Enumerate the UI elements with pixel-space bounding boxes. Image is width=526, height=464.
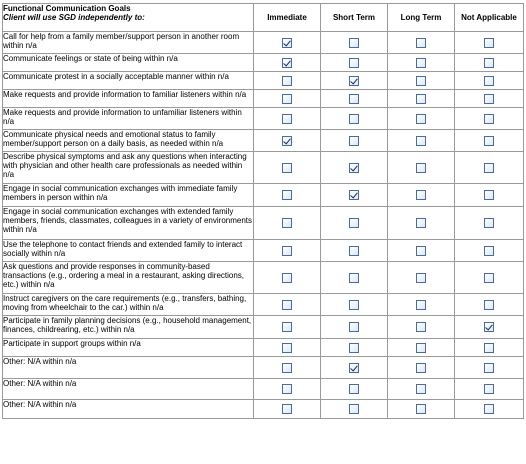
checkbox-cell-not-applicable: [455, 294, 524, 316]
checkbox-cell-short-term: [321, 400, 388, 419]
checkbox-long-term[interactable]: [416, 163, 426, 173]
column-header-short-term: Short Term: [321, 4, 388, 32]
checkbox-long-term[interactable]: [416, 114, 426, 124]
checkbox-short-term[interactable]: [349, 363, 359, 373]
checkbox-cell-not-applicable: [455, 130, 524, 152]
checkbox-long-term[interactable]: [416, 300, 426, 310]
goals-table: [2, 3, 524, 419]
checkbox-immediate[interactable]: [282, 218, 292, 228]
checkbox-cell-immediate: [254, 108, 321, 130]
table-row: [3, 72, 524, 90]
checkbox-short-term[interactable]: [349, 300, 359, 310]
checkbox-not-applicable[interactable]: [484, 38, 494, 48]
goal-text: Describe physical symptoms and ask any questions when interacting with physician and other health care professionals as needed within n/a: [3, 152, 254, 184]
checkbox-cell-short-term: [321, 184, 388, 207]
checkbox-not-applicable[interactable]: [484, 246, 494, 256]
checkbox-not-applicable[interactable]: [484, 136, 494, 146]
checkbox-immediate[interactable]: [282, 136, 292, 146]
checkbox-short-term[interactable]: [349, 38, 359, 48]
table-row: [3, 207, 524, 240]
checkbox-long-term[interactable]: [416, 94, 426, 104]
goal-text: Engage in social communication exchanges with extended family members, friends, classmates, colleagues in a variety of environments within n/a: [3, 207, 254, 240]
goal-text: Communicate physical needs and emotional status to family member/support person on a daily basis, as needed within n/a: [3, 130, 254, 152]
table-row: [3, 90, 524, 108]
checkbox-not-applicable[interactable]: [484, 94, 494, 104]
checkbox-cell-immediate: [254, 262, 321, 294]
table-header-row: [3, 4, 524, 32]
checkbox-short-term[interactable]: [349, 76, 359, 86]
goal-text: Other: N/A within n/a: [3, 400, 254, 419]
checkbox-cell-short-term: [321, 108, 388, 130]
checkbox-cell-long-term: [388, 357, 455, 379]
checkbox-cell-short-term: [321, 32, 388, 54]
checkbox-cell-immediate: [254, 379, 321, 400]
checkbox-cell-not-applicable: [455, 184, 524, 207]
checkbox-cell-long-term: [388, 152, 455, 184]
checkbox-cell-short-term: [321, 207, 388, 240]
checkbox-not-applicable[interactable]: [484, 343, 494, 353]
checkbox-cell-not-applicable: [455, 339, 524, 357]
checkbox-immediate[interactable]: [282, 190, 292, 200]
checkbox-immediate[interactable]: [282, 246, 292, 256]
checkbox-cell-long-term: [388, 316, 455, 339]
table-row: [3, 240, 524, 262]
goal-text: Instruct caregivers on the care requirements (e.g., transfers, bathing, moving from wheelchair to the car.) within n/a: [3, 294, 254, 316]
checkbox-cell-not-applicable: [455, 379, 524, 400]
checkbox-cell-long-term: [388, 339, 455, 357]
goals-header-cell: [3, 4, 254, 32]
table-row: [3, 54, 524, 72]
table-row: [3, 400, 524, 419]
checkbox-cell-not-applicable: [455, 32, 524, 54]
checkbox-immediate[interactable]: [282, 384, 292, 394]
goal-text: Engage in social communication exchanges with immediate family members in person within n/a: [3, 184, 254, 207]
column-header-long-term: Long Term: [388, 4, 455, 32]
checkbox-not-applicable[interactable]: [484, 58, 494, 68]
goal-rows: [3, 32, 524, 419]
checkbox-cell-long-term: [388, 262, 455, 294]
checkbox-not-applicable[interactable]: [484, 384, 494, 394]
table-row: [3, 108, 524, 130]
table-row: [3, 184, 524, 207]
checkbox-immediate[interactable]: [282, 58, 292, 68]
checkbox-short-term[interactable]: [349, 273, 359, 283]
checkbox-long-term[interactable]: [416, 136, 426, 146]
checkbox-cell-not-applicable: [455, 54, 524, 72]
checkbox-cell-immediate: [254, 54, 321, 72]
checkbox-not-applicable[interactable]: [484, 163, 494, 173]
checkbox-cell-long-term: [388, 130, 455, 152]
checkbox-short-term[interactable]: [349, 384, 359, 394]
checkbox-immediate[interactable]: [282, 163, 292, 173]
checkbox-cell-not-applicable: [455, 400, 524, 419]
checkbox-cell-long-term: [388, 32, 455, 54]
goal-text: Make requests and provide information to unfamiliar listeners within n/a: [3, 108, 254, 130]
checkbox-cell-immediate: [254, 152, 321, 184]
goal-text: Communicate feelings or state of being within n/a: [3, 54, 254, 72]
checkbox-cell-long-term: [388, 90, 455, 108]
checkbox-cell-immediate: [254, 130, 321, 152]
checkbox-long-term[interactable]: [416, 218, 426, 228]
checkbox-short-term[interactable]: [349, 190, 359, 200]
checkbox-not-applicable[interactable]: [484, 300, 494, 310]
table-row: [3, 339, 524, 357]
checkbox-long-term[interactable]: [416, 384, 426, 394]
checkbox-long-term[interactable]: [416, 273, 426, 283]
goal-text: Use the telephone to contact friends and extended family to interact socially within n/a: [3, 240, 254, 262]
checkbox-immediate[interactable]: [282, 404, 292, 414]
checkbox-not-applicable[interactable]: [484, 363, 494, 373]
checkbox-long-term[interactable]: [416, 76, 426, 86]
table-row: [3, 262, 524, 294]
checkbox-short-term[interactable]: [349, 218, 359, 228]
checkbox-not-applicable[interactable]: [484, 404, 494, 414]
checkbox-cell-long-term: [388, 379, 455, 400]
checkbox-cell-short-term: [321, 240, 388, 262]
goal-text: Communicate protest in a socially acceptable manner within n/a: [3, 72, 254, 90]
checkbox-cell-long-term: [388, 240, 455, 262]
checkbox-immediate[interactable]: [282, 94, 292, 104]
checkbox-not-applicable[interactable]: [484, 322, 494, 332]
checkbox-long-term[interactable]: [416, 246, 426, 256]
checkbox-short-term[interactable]: [349, 94, 359, 104]
checkbox-short-term[interactable]: [349, 343, 359, 353]
table-row: [3, 32, 524, 54]
checkbox-cell-immediate: [254, 207, 321, 240]
checkbox-short-term[interactable]: [349, 136, 359, 146]
checkbox-cell-long-term: [388, 184, 455, 207]
table-row: [3, 379, 524, 400]
checkbox-immediate[interactable]: [282, 343, 292, 353]
checkbox-cell-short-term: [321, 357, 388, 379]
table-row: [3, 294, 524, 316]
checkbox-cell-not-applicable: [455, 108, 524, 130]
checkbox-cell-not-applicable: [455, 357, 524, 379]
column-header-immediate: Immediate: [254, 4, 321, 32]
checkbox-long-term[interactable]: [416, 190, 426, 200]
checkbox-cell-immediate: [254, 316, 321, 339]
checkbox-immediate[interactable]: [282, 363, 292, 373]
checkbox-cell-not-applicable: [455, 152, 524, 184]
checkbox-cell-short-term: [321, 316, 388, 339]
checkbox-short-term[interactable]: [349, 322, 359, 332]
checkbox-cell-not-applicable: [455, 240, 524, 262]
goal-text: Other: N/A within n/a: [3, 357, 254, 379]
checkbox-cell-long-term: [388, 294, 455, 316]
checkbox-cell-immediate: [254, 184, 321, 207]
checkbox-cell-immediate: [254, 339, 321, 357]
table-row: [3, 152, 524, 184]
checkbox-cell-not-applicable: [455, 207, 524, 240]
checkbox-cell-immediate: [254, 400, 321, 419]
goal-text: Ask questions and provide responses in community-based transactions (e.g., ordering a meal in a restaurant, asking directions, etc.) within n/a: [3, 262, 254, 294]
checkbox-cell-immediate: [254, 294, 321, 316]
checkbox-cell-long-term: [388, 72, 455, 90]
table-row: [3, 316, 524, 339]
checkbox-immediate[interactable]: [282, 273, 292, 283]
checkbox-not-applicable[interactable]: [484, 273, 494, 283]
checkbox-cell-short-term: [321, 54, 388, 72]
checkbox-long-term[interactable]: [416, 58, 426, 68]
checkbox-cell-short-term: [321, 262, 388, 294]
checkbox-cell-not-applicable: [455, 72, 524, 90]
checkbox-immediate[interactable]: [282, 76, 292, 86]
goal-text: Make requests and provide information to familiar listeners within n/a: [3, 90, 254, 108]
checkbox-cell-immediate: [254, 32, 321, 54]
checkbox-not-applicable[interactable]: [484, 76, 494, 86]
checkbox-long-term[interactable]: [416, 404, 426, 414]
checkbox-immediate[interactable]: [282, 114, 292, 124]
table-row: [3, 130, 524, 152]
column-header-not-applicable: Not Applicable: [455, 4, 524, 32]
checkbox-not-applicable[interactable]: [484, 114, 494, 124]
goal-text: Call for help from a family member/support person in another room within n/a: [3, 32, 254, 54]
checkbox-cell-short-term: [321, 130, 388, 152]
checkbox-immediate[interactable]: [282, 300, 292, 310]
goal-text: Participate in family planning decisions (e.g., household management, finances, childrearing, etc.) within n/a: [3, 316, 254, 339]
checkbox-not-applicable[interactable]: [484, 218, 494, 228]
checkbox-cell-short-term: [321, 379, 388, 400]
checkbox-cell-short-term: [321, 294, 388, 316]
checkbox-cell-immediate: [254, 90, 321, 108]
checkbox-cell-short-term: [321, 152, 388, 184]
checkbox-cell-long-term: [388, 400, 455, 419]
checkbox-cell-not-applicable: [455, 262, 524, 294]
checkbox-short-term[interactable]: [349, 404, 359, 414]
checkbox-cell-not-applicable: [455, 316, 524, 339]
table-row: [3, 357, 524, 379]
checkbox-short-term[interactable]: [349, 246, 359, 256]
checkbox-long-term[interactable]: [416, 322, 426, 332]
goals-subtitle: Client will use SGD independently to:: [3, 13, 145, 22]
checkbox-short-term[interactable]: [349, 58, 359, 68]
checkbox-cell-immediate: [254, 357, 321, 379]
checkbox-cell-immediate: [254, 72, 321, 90]
goals-title: Functional Communication Goals: [3, 4, 131, 13]
checkbox-cell-not-applicable: [455, 90, 524, 108]
checkbox-immediate[interactable]: [282, 322, 292, 332]
checkbox-not-applicable[interactable]: [484, 190, 494, 200]
checkbox-cell-long-term: [388, 108, 455, 130]
checkbox-cell-short-term: [321, 90, 388, 108]
checkbox-short-term[interactable]: [349, 163, 359, 173]
checkbox-long-term[interactable]: [416, 343, 426, 353]
checkbox-short-term[interactable]: [349, 114, 359, 124]
checkbox-long-term[interactable]: [416, 363, 426, 373]
checkbox-cell-immediate: [254, 240, 321, 262]
checkbox-cell-long-term: [388, 54, 455, 72]
goal-text: Other: N/A within n/a: [3, 379, 254, 400]
checkbox-cell-short-term: [321, 72, 388, 90]
checkbox-long-term[interactable]: [416, 38, 426, 48]
checkbox-immediate[interactable]: [282, 38, 292, 48]
checkbox-cell-long-term: [388, 207, 455, 240]
checkbox-cell-short-term: [321, 339, 388, 357]
goal-text: Participate in support groups within n/a: [3, 339, 254, 357]
